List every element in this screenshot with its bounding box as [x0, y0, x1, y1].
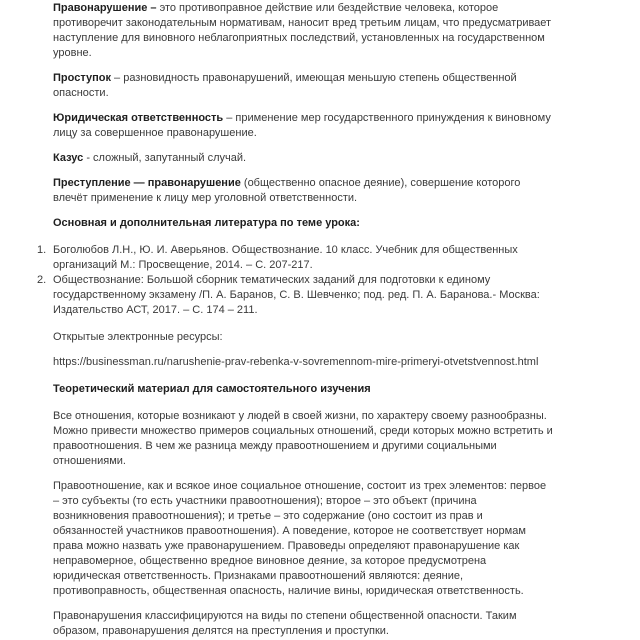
resource-link: https://businessman.ru/narushenie-prav-rebenka-v-sovremennom-mire-primeryi-otvetstvennost.html [53, 356, 539, 368]
definition-offense [53, 1, 553, 61]
definition-casus [53, 151, 553, 166]
theory-paragraph: Все отношения, которые возникают у людей в своей жизни, по характеру своему разнообразны. Можно привести множество примеров социальных отношений, среди которых можно встретить и правоотношения. В чем же разница между правоотношением и другими социальными отношениями. [53, 410, 553, 467]
definition-dash: — [130, 177, 148, 189]
definition-text: это противоправное действие или бездействие человека, которое противоречит законодательным нормативам, наносит вред третьим лицам, что предусматривает наступление для виновного неблагоприятных последствий, установленных на государственном уровне. [53, 2, 552, 59]
list-item-number: 1. [37, 244, 47, 256]
definition-term: Казус [53, 152, 84, 164]
definition-term: Проступок [53, 72, 111, 84]
definition-text: (общественно опасное деяние), совершение которого влечёт применение к лицу мер уголовной ответственности. [53, 177, 521, 204]
document-text-column [37, 1, 553, 640]
definition-term: Преступление [53, 177, 131, 189]
definition-crime [53, 176, 553, 206]
resources-label: Открытые электронные ресурсы: [53, 331, 223, 343]
list-item [37, 243, 553, 273]
literature-heading: Основная и дополнительная литература по теме урока: [53, 217, 360, 229]
theory-heading: Теоретический материал для самостоятельного изучения [53, 383, 371, 395]
definition-term: Правонарушение – [53, 2, 157, 14]
list-item-text: Боголюбов Л.Н., Ю. И. Аверьянов. Обществознание. 10 класс. Учебник для общественных организаций М.: Просвещение, 2014. – С. 207-217. [53, 244, 518, 271]
definition-term: Юридическая ответственность [53, 112, 224, 124]
list-item [37, 273, 553, 318]
literature-list [37, 243, 553, 318]
definition-term-secondary: правонарушение [147, 177, 241, 189]
theory-paragraph: Правонарушения классифицируются на виды по степени общественной опасности. Таким образом, правонарушения делятся на преступления и проступки. [53, 610, 517, 637]
definition-legal-liability [53, 111, 553, 141]
theory-paragraph: Правоотношение, как и всякое иное социальное отношение, состоит из трех элементов: первое – это субъекты (то есть участники правоотношения); второе – это объект (причина возникновения правоотношения); и третье – это содержание (оно состоит из прав и обязанностей участников правоотношения). А поведение, которое не соответствует нормам права можно назвать уже правонарушением. Правоведы определяют правонарушение как неправомерное, общественно вредное виновное деяние, за которое предусмотрена юридическая ответственность. Признаками правоотношений являются: деяние, противоправность, общественная опасность, наличие вины, юридическая ответственность. [53, 480, 547, 597]
definition-text: - сложный, запутанный случай. [83, 152, 247, 164]
list-item-number: 2. [37, 274, 47, 286]
definition-text: – применение мер государственного принуждения к виновному лицу за совершенное правонарушение. [53, 112, 551, 139]
list-item-text: Обществознание: Большой сборник тематических заданий для подготовки к единому государственному экзамену /П. А. Баранов, С. В. Шевченко; под. ред. П. А. Баранова.- Москва: Издательство АСТ, 2017. – С. 174 – 211. [53, 274, 540, 316]
definition-misdemeanor [53, 71, 553, 101]
definition-text: – разновидность правонарушений, имеющая меньшую степень общественной опасности. [53, 72, 517, 99]
